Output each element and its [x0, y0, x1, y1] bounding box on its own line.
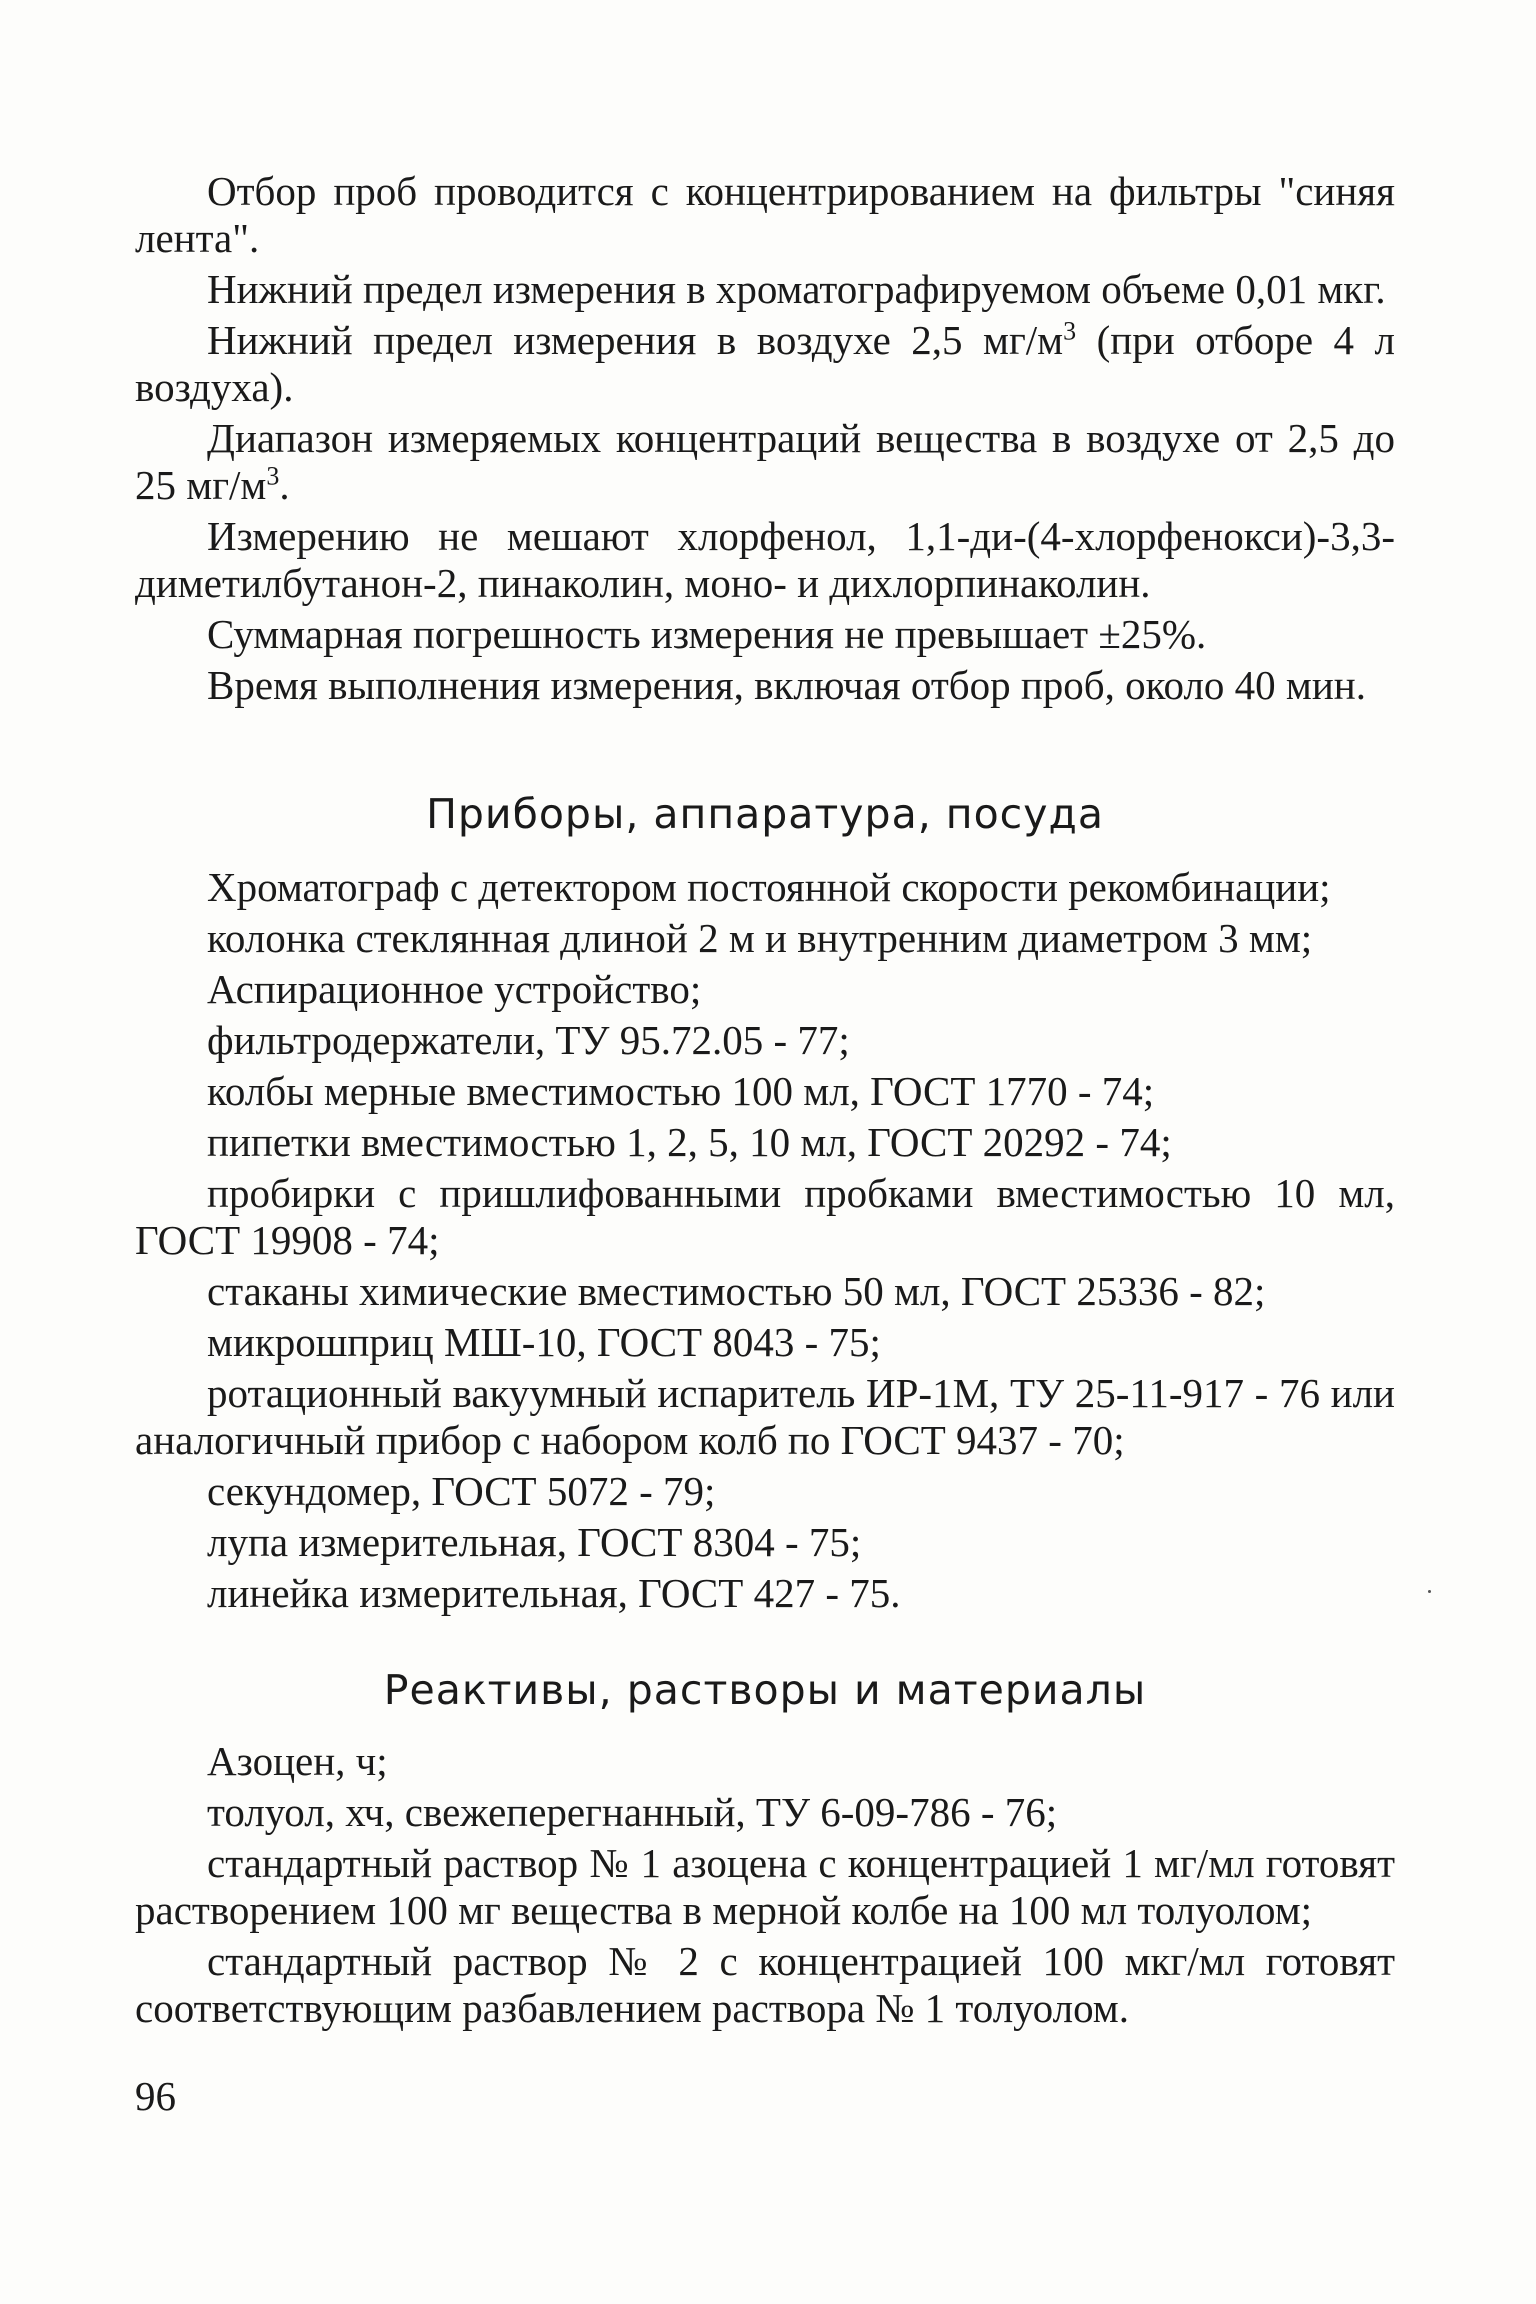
paragraph-lower-limit-volume: Нижний предел измерения в хроматографируемом объеме 0,01 мкг. — [207, 266, 1386, 312]
list-item: лупа измерительная, ГОСТ 8304 - 75; — [207, 1519, 862, 1565]
paragraph-lower-limit-air-tail: (при отборе 4 л воздуха). — [135, 317, 1395, 410]
list-item: Аспирационное устройство; — [207, 966, 702, 1012]
intro-section — [135, 168, 1395, 713]
list-item: линейка измерительная, ГОСТ 427 - 75. — [207, 1570, 901, 1616]
list-item: пипетки вместимостью 1, 2, 5, 10 мл, ГОСТ 20292 - 74; — [207, 1119, 1172, 1165]
list-item: микрошприц МШ-10, ГОСТ 8043 - 75; — [207, 1319, 881, 1365]
paragraph-range-text: Диапазон измеряемых концентраций вещества в воздухе от 2,5 до 25 мг/м — [135, 415, 1395, 508]
list-item: стандартный раствор № 1 азоцена с концентрацией 1 мг/мл готовят растворением 100 мг вещества в мерной колбе на 100 мл толуолом; — [135, 1840, 1395, 1933]
list-item: колбы мерные вместимостью 100 мл, ГОСТ 1770 - 74; — [207, 1068, 1155, 1114]
list-item: толуол, хч, свежеперегнанный, ТУ 6-09-786 - 76; — [207, 1789, 1058, 1835]
section-heading-instruments: Приборы, аппаратура, посуда — [426, 790, 1104, 838]
list-item: стандартный раствор № 2 с концентрацией 100 мкг/мл готовят соответствующим разбавлением раствора № 1 толуолом. — [135, 1938, 1395, 2031]
superscript-cubic: 3 — [1063, 316, 1077, 346]
reagents-list — [135, 1738, 1395, 2036]
superscript-cubic: 3 — [266, 461, 280, 491]
list-item: секундомер, ГОСТ 5072 - 79; — [207, 1468, 716, 1514]
list-item: фильтродержатели, ТУ 95.72.05 - 77; — [207, 1017, 850, 1063]
list-item: пробирки с пришлифованными пробками вместимостью 10 мл, ГОСТ 19908 - 74; — [135, 1170, 1395, 1263]
scan-speck — [1428, 1590, 1431, 1593]
paragraph-error: Суммарная погрешность измерения не превышает ±25%. — [207, 611, 1207, 657]
paragraph-sampling: Отбор проб проводится с концентрированием на фильтры "синяя лента". — [135, 168, 1395, 261]
list-item: стаканы химические вместимостью 50 мл, ГОСТ 25336 - 82; — [207, 1268, 1266, 1314]
list-item: Хроматограф с детектором постоянной скорости рекомбинации; — [207, 864, 1331, 910]
list-item: колонка стеклянная длиной 2 м и внутренним диаметром 3 мм; — [207, 915, 1313, 961]
page-number: 96 — [135, 2073, 176, 2119]
paragraph-duration: Время выполнения измерения, включая отбор проб, около 40 мин. — [207, 662, 1366, 708]
paragraph-interference: Измерению не мешают хлорфенол, 1,1-ди-(4-хлорфенокси)-3,3-диметилбутанон-2, пинаколин, моно- и дихлорпинаколин. — [135, 513, 1395, 606]
paragraph-lower-limit-air-text: Нижний предел измерения в воздухе 2,5 мг/м — [207, 317, 1064, 363]
instruments-list — [135, 864, 1395, 1621]
paragraph-range-tail: . — [279, 462, 290, 508]
paragraph-lower-limit-air — [135, 317, 1395, 411]
paragraph-range — [135, 415, 1395, 509]
section-heading-reagents: Реактивы, растворы и материалы — [383, 1666, 1147, 1714]
list-item: ротационный вакуумный испаритель ИР-1М, ТУ 25-11-917 - 76 или аналогичный прибор с набором колб по ГОСТ 9437 - 70; — [135, 1370, 1395, 1463]
list-item: Азоцен, ч; — [207, 1738, 388, 1784]
